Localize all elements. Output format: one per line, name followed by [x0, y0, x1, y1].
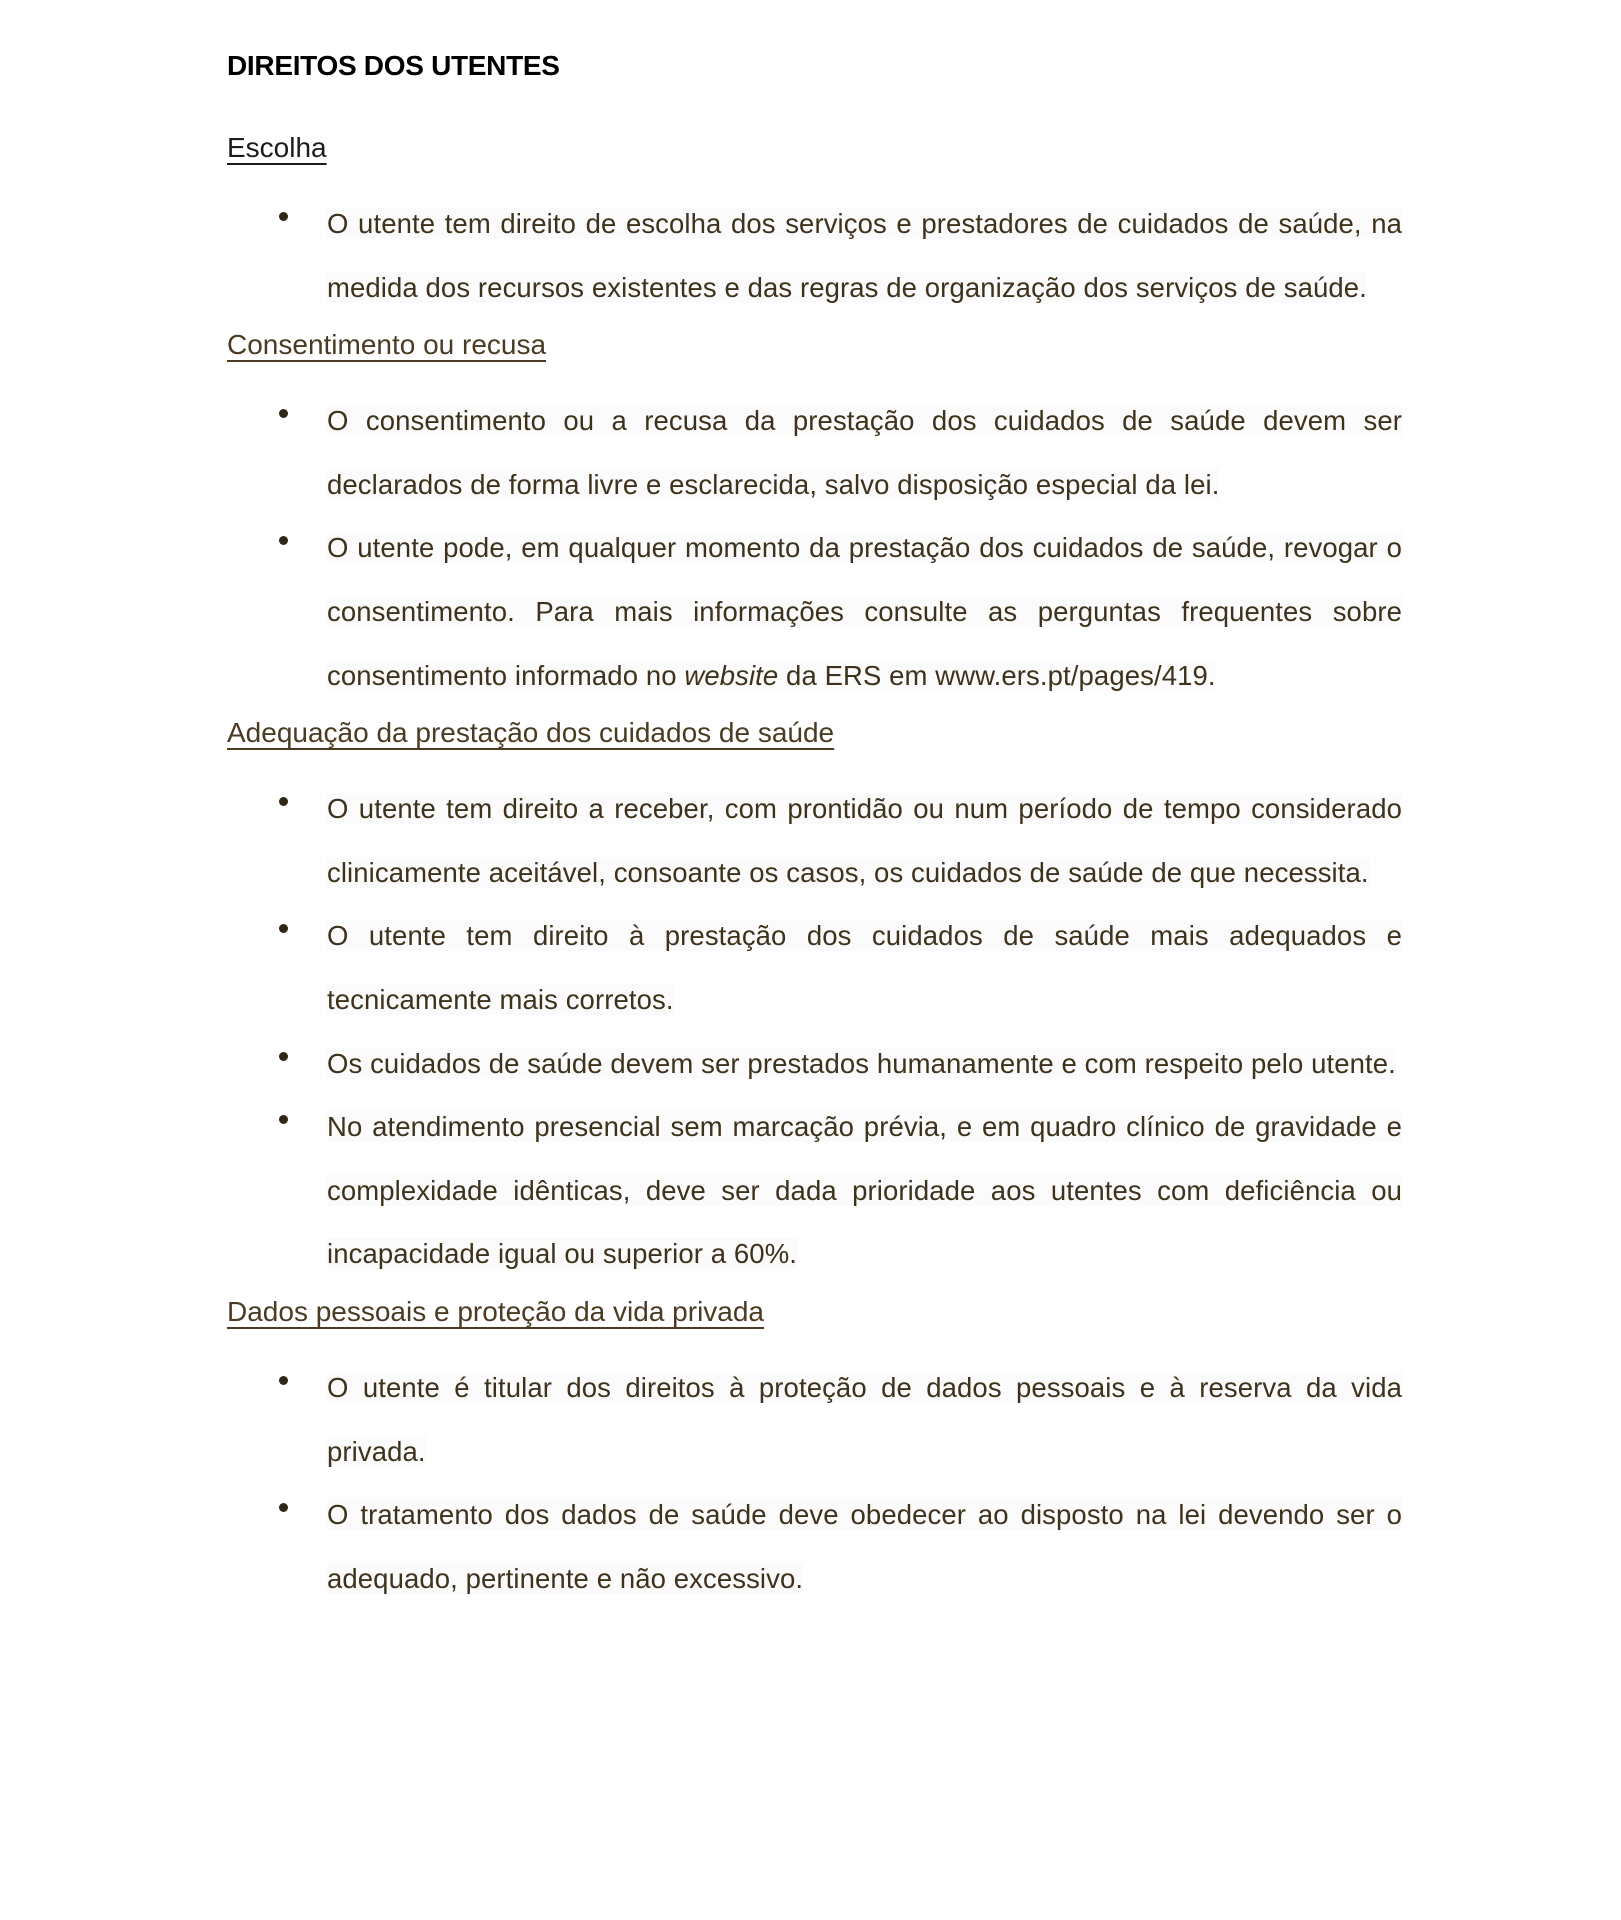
list-item-text-span: O tratamento dos dados de saúde deve obedecer ao disposto na lei devendo ser o adequado, pertinente e não excessivo.	[327, 1499, 1402, 1594]
list-item	[227, 516, 1402, 707]
section	[227, 1292, 1402, 1610]
list-item-text	[327, 389, 1402, 516]
list-item-text	[327, 1095, 1402, 1286]
list-item	[227, 1095, 1402, 1286]
list-item-text-span: Os cuidados de saúde devem ser prestados humanamente e com respeito pelo utente.	[327, 1047, 1396, 1079]
list-item	[227, 1483, 1402, 1610]
list-item-text	[327, 904, 1402, 1031]
bullet-list	[227, 192, 1402, 319]
list-item-text	[327, 516, 1402, 707]
list-item-text	[327, 1032, 1402, 1096]
bullet-icon	[279, 1376, 288, 1385]
section	[227, 713, 1402, 1286]
list-item-text-after: da ERS em www.ers.pt/pages/419.	[778, 659, 1216, 691]
list-item-text	[327, 1356, 1402, 1483]
list-item-text-span: O utente tem direito a receber, com prontidão ou num período de tempo considerado clinicamente aceitável, consoante os casos, os cuidados de saúde de que necessita.	[327, 793, 1402, 888]
section-heading: Consentimento ou recusa	[227, 329, 547, 361]
list-item-text-before: O utente pode, em qualquer momento da prestação dos cuidados de saúde, revogar o consentimento. Para mais informações consulte as perguntas frequentes sobre consentimento informado no	[327, 532, 1402, 691]
sections-container	[227, 128, 1402, 1610]
list-item-text-span: O utente tem direito à prestação dos cuidados de saúde mais adequados e tecnicamente mais corretos.	[327, 920, 1402, 1015]
bullet-icon	[279, 1052, 288, 1061]
list-item-text	[327, 192, 1402, 319]
italic-website-word: website	[684, 659, 779, 691]
section	[227, 325, 1402, 707]
bullet-list	[227, 389, 1402, 707]
document-page	[227, 46, 1402, 1616]
list-item-text	[327, 1483, 1402, 1610]
list-item-text	[327, 777, 1402, 904]
section-heading: Adequação da prestação dos cuidados de saúde	[227, 717, 835, 749]
bullet-icon	[279, 536, 288, 545]
section-heading: Dados pessoais e proteção da vida privada	[227, 1295, 765, 1327]
list-item	[227, 1032, 1402, 1096]
list-item-text-span: O consentimento ou a recusa da prestação dos cuidados de saúde devem ser declarados de forma livre e esclarecida, salvo disposição especial da lei.	[327, 405, 1402, 500]
page-title: DIREITOS DOS UTENTES	[227, 50, 560, 81]
list-item	[227, 904, 1402, 1031]
bullet-icon	[279, 409, 288, 418]
bullet-list	[227, 777, 1402, 1286]
list-item-text-span: O utente é titular dos direitos à proteção de dados pessoais e à reserva da vida privada.	[327, 1371, 1402, 1467]
bullet-icon	[279, 797, 288, 806]
bullet-icon	[279, 1115, 288, 1124]
list-item	[227, 389, 1402, 516]
bullet-icon	[279, 1503, 288, 1512]
section-heading: Escolha	[227, 132, 327, 163]
list-item	[227, 777, 1402, 904]
bullet-icon	[279, 924, 288, 933]
list-item	[227, 192, 1402, 319]
section	[227, 128, 1402, 319]
bullet-icon	[279, 212, 288, 221]
bullet-list	[227, 1356, 1402, 1610]
list-item	[227, 1356, 1402, 1483]
list-item-text-span: No atendimento presencial sem marcação prévia, e em quadro clínico de gravidade e complexidade idênticas, deve ser dada prioridade aos utentes com deficiência ou incapacidade igual ou superior a 60%.	[327, 1111, 1402, 1270]
list-item-text-span: O utente tem direito de escolha dos serviços e prestadores de cuidados de saúde, na medida dos recursos existentes e das regras de organização dos serviços de saúde.	[327, 208, 1402, 303]
